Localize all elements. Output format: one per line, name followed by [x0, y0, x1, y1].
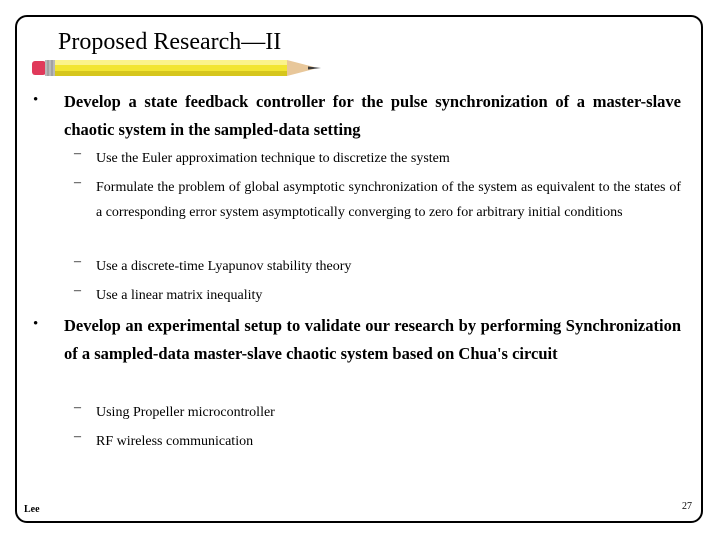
- sub-item-text: Formulate the problem of global asymptotic synchronization of the system as equivalent to the states of a corresponding error system asymptotically converging to zero for arbitrary initial conditions: [96, 180, 681, 220]
- footer-author: Lee: [24, 504, 40, 515]
- sub-item-text: Use a discrete-time Lyapunov stability theory: [96, 259, 352, 274]
- bullet-marker: •: [33, 316, 39, 332]
- sub-item-text: Use a linear matrix inequality: [96, 288, 263, 303]
- dash-marker: –: [74, 146, 81, 161]
- page-number: 27: [682, 501, 692, 512]
- bullet-marker: •: [33, 92, 39, 108]
- dash-marker: –: [74, 400, 81, 415]
- sub-item-text: Use the Euler approximation technique to discretize the system: [96, 151, 450, 166]
- dash-marker: –: [74, 429, 81, 444]
- slide-title: Proposed Research—II: [58, 29, 282, 55]
- sub-item-text: Using Propeller microcontroller: [96, 405, 275, 420]
- bullet-text: Develop an experimental setup to validate our research by performing Synchronization of a sampled-data master-slave chaotic system based on Chua's circuit: [64, 316, 681, 363]
- sub-item-text: RF wireless communication: [96, 434, 254, 449]
- pencil-icon: [32, 56, 322, 80]
- dash-marker: –: [74, 175, 81, 190]
- dash-marker: –: [74, 254, 81, 269]
- bullet-text: Develop a state feedback controller for the pulse synchronization of a master-slave chaotic system in the sampled-data setting: [64, 92, 681, 139]
- dash-marker: –: [74, 283, 81, 298]
